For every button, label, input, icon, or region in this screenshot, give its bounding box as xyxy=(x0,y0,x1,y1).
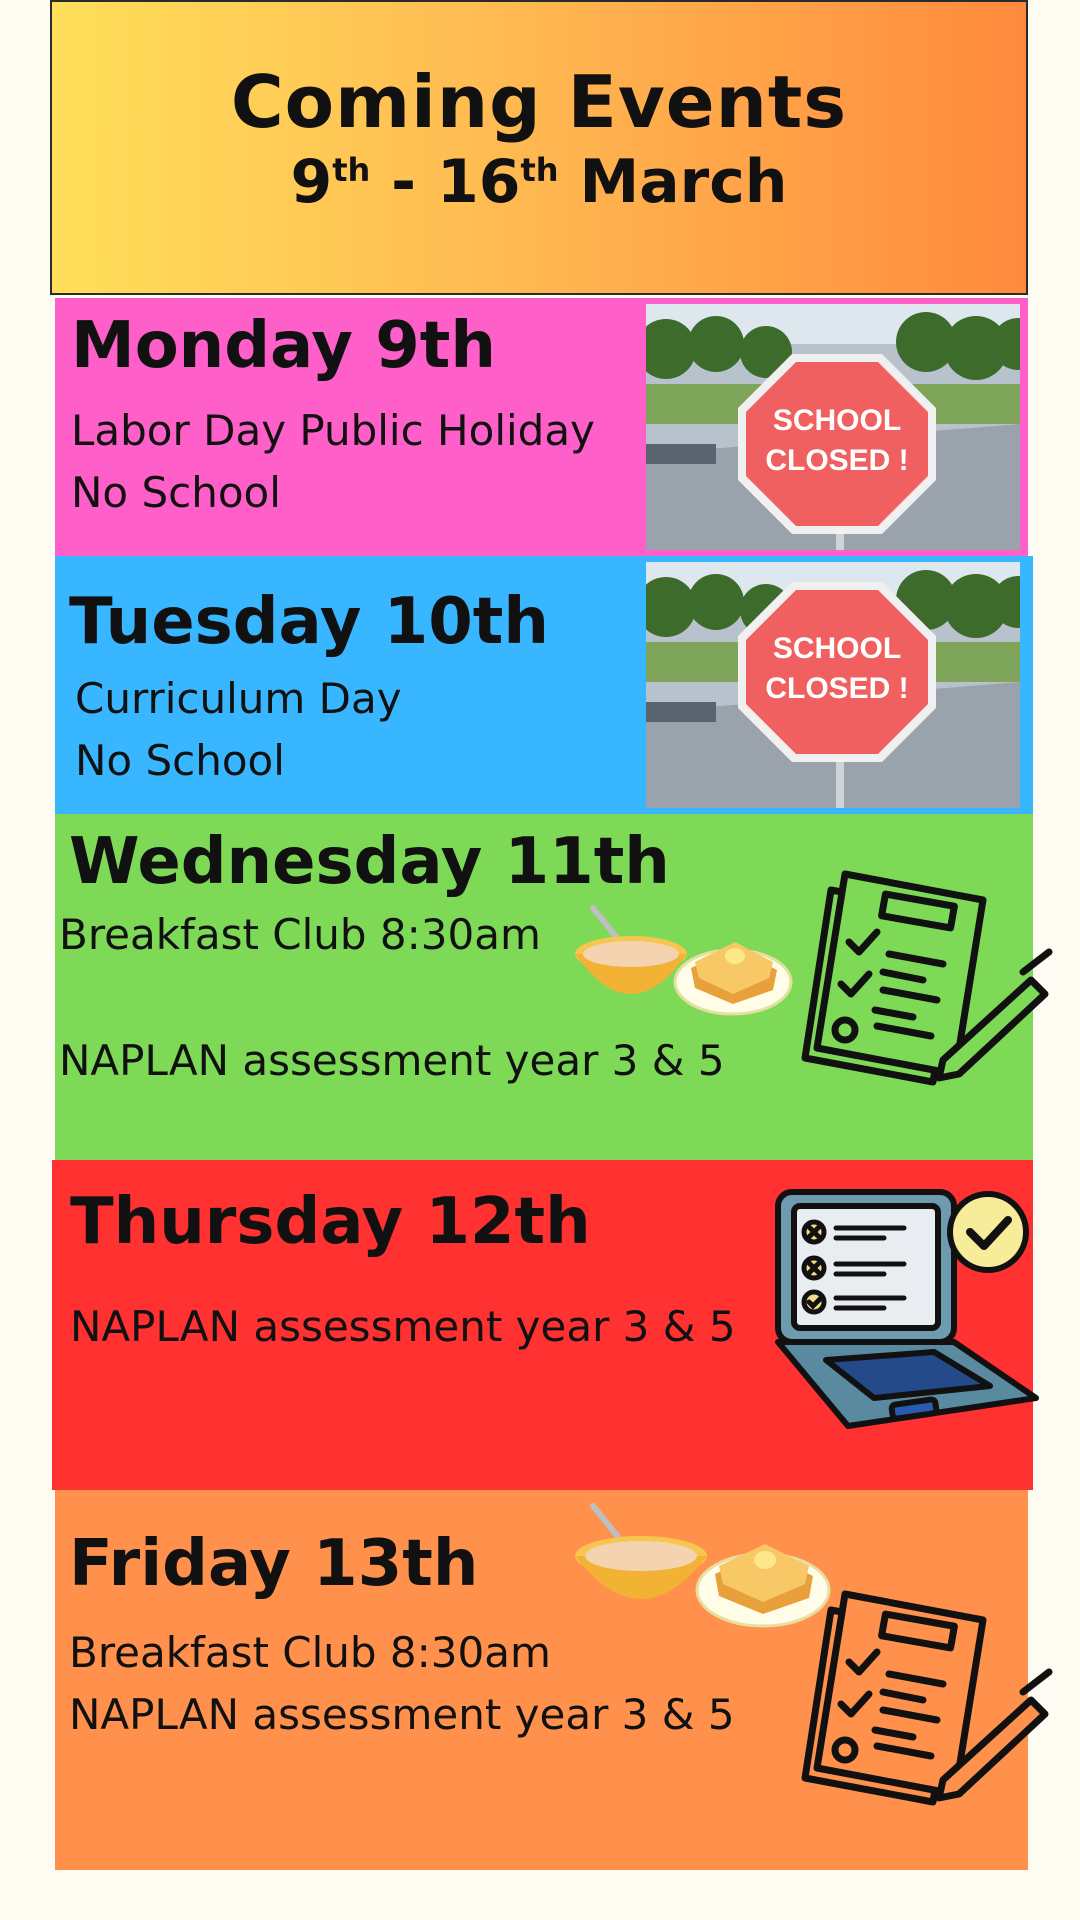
event-line: NAPLAN assessment year 3 & 5 xyxy=(59,1036,725,1085)
day-title: Wednesday 11th xyxy=(69,825,670,899)
date-end-suffix: th xyxy=(520,151,559,189)
date-month: March xyxy=(558,147,788,217)
day-title: Monday 9th xyxy=(71,309,496,383)
event-line: NAPLAN assessment year 3 & 5 xyxy=(70,1302,736,1351)
sign-text: SCHOOL xyxy=(772,404,902,437)
events-header xyxy=(50,0,1028,295)
event-line: Curriculum Day xyxy=(75,674,402,723)
day-title: Friday 13th xyxy=(69,1527,479,1601)
checklist-pen-icon xyxy=(783,860,1053,1110)
sign-text: SCHOOL xyxy=(772,632,902,665)
day-title: Thursday 12th xyxy=(70,1185,591,1259)
event-line: NAPLAN assessment year 3 & 5 xyxy=(69,1690,735,1739)
school-closed-photo xyxy=(646,304,1020,550)
day-card-monday xyxy=(55,298,1028,556)
date-end: 16 xyxy=(436,147,521,217)
date-start-suffix: th xyxy=(332,151,371,189)
event-line: No School xyxy=(71,468,281,517)
stop-sign-icon xyxy=(738,354,936,534)
event-line: Breakfast Club 8:30am xyxy=(69,1628,551,1677)
event-line: No School xyxy=(75,736,285,785)
school-closed-photo xyxy=(646,562,1020,808)
day-card-thursday xyxy=(52,1160,1033,1490)
event-line: Labor Day Public Holiday xyxy=(71,406,595,455)
date-range xyxy=(52,147,1026,217)
checklist-pen-icon xyxy=(783,1580,1053,1830)
sign-text: CLOSED ! xyxy=(765,672,909,705)
event-line: Breakfast Club 8:30am xyxy=(59,910,541,959)
date-separator: - xyxy=(370,147,437,217)
day-card-friday xyxy=(55,1490,1028,1870)
breakfast-icon xyxy=(573,904,793,1024)
day-card-tuesday xyxy=(55,556,1033,814)
day-title: Tuesday 10th xyxy=(69,585,549,659)
page-title: Coming Events xyxy=(230,60,848,144)
laptop-quiz-icon xyxy=(774,1172,1054,1460)
sign-text: CLOSED ! xyxy=(765,444,909,477)
date-start: 9 xyxy=(290,147,333,217)
day-card-wednesday xyxy=(55,814,1033,1160)
stop-sign-icon xyxy=(738,582,936,762)
